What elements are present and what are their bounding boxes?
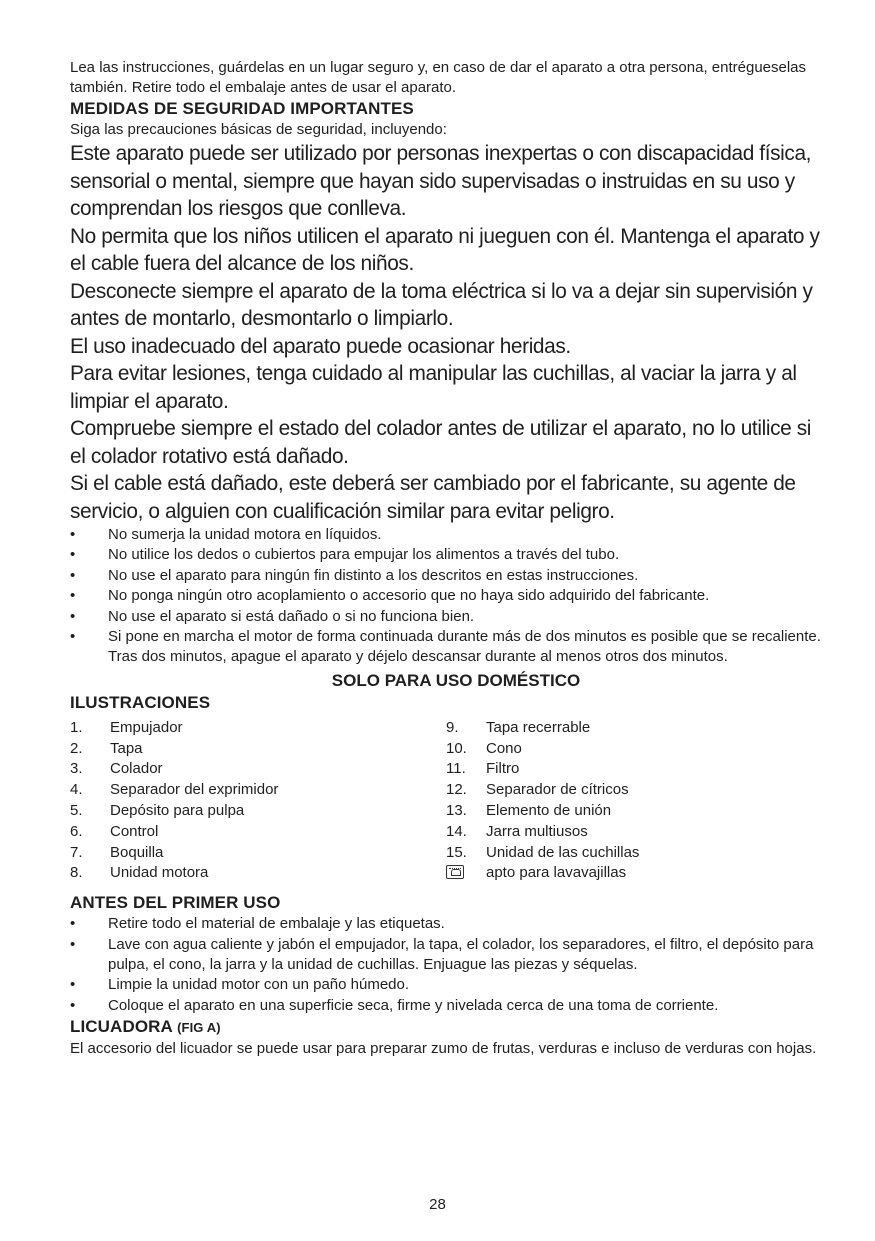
list-item: 7. Boquilla [70, 843, 164, 861]
first-use-bullet: • Retire todo el material de embalaje y las etiquetas. [70, 915, 445, 933]
first-use-bullet: • Coloque el aparato en una superficie seca, firme y nivelada cerca de una toma de corriente. [70, 996, 719, 1014]
list-item: 11. Filtro [446, 760, 520, 778]
safety-heading: MEDIDAS DE SEGURIDAD IMPORTANTES [70, 99, 414, 118]
list-item: 3. Colador [70, 760, 163, 778]
safety-bullet: • No use el aparato para ningún fin distinto a los descritos en estas instrucciones. [70, 566, 639, 584]
parts-list-left [70, 718, 446, 886]
safety-bullet: • No sumerja la unidad motora en líquidos. [70, 526, 382, 543]
illustrations-heading: ILUSTRACIONES [70, 692, 211, 712]
safety-warning: No permita que los niños utilicen el aparato ni jueguen con él. Mantenga el aparato y el cable fuera del alcance de los niños. [70, 223, 820, 275]
list-item: 13. Elemento de unión [446, 802, 612, 820]
safety-warning: Desconecte siempre el aparato de la toma eléctrica si lo va a dejar sin supervisión y antes de montarlo, desmontarlo o limpiarlo. [70, 278, 813, 330]
safety-warning: Compruebe siempre el estado del colador antes de utilizar el aparato, no lo utilice si el colador rotativo está dañado. [70, 416, 812, 468]
list-item: 12. Separador de cítricos [446, 781, 629, 799]
first-use-bullet: • Limpie la unidad motor con un paño húmedo. [70, 976, 410, 994]
list-item: 15. Unidad de las cuchillas [446, 843, 640, 861]
list-item: 6. Control [70, 822, 159, 840]
parts-list-right [446, 718, 822, 886]
list-item: 5. Depósito para pulpa [70, 802, 245, 820]
safety-warning: Para evitar lesiones, tenga cuidado al manipular las cuchillas, al vaciar la jarra y al limpiar el aparato. [70, 361, 797, 413]
safety-warning: Si el cable está dañado, este deberá ser cambiado por el fabricante, su agente de servicio, o alguien con cualificación similar para evitar peligro. [70, 471, 796, 523]
list-item: 8. Unidad motora [70, 864, 209, 882]
safety-bullet: • No ponga ningún otro acoplamiento o accesorio que no haya sido adquirido del fabricante. [70, 587, 710, 605]
dishwasher-icon [446, 865, 464, 879]
first-use-bullet: • Lave con agua caliente y jabón el empujador, la tapa, el colador, los separadores, el filtro, el depósito para pulpa, el cono, la jarra y la unidad de cuchillas. Enjuague las piezas y séquelas. [70, 935, 814, 974]
page-number: 28 [429, 1196, 446, 1213]
first-use-heading: ANTES DEL PRIMER USO [70, 893, 281, 913]
blender-description: El accesorio del licuador se puede usar para preparar zumo de frutas, verduras e incluso de verduras con hojas. [70, 1040, 817, 1058]
intro-text: Lea las instrucciones, guárdelas en un lugar seguro y, en caso de dar el aparato a otra persona, entrégueselas también. Retire todo el embalaje antes de usar el aparato. [70, 59, 807, 96]
parts-list [70, 718, 822, 886]
safety-bullet: • No utilice los dedos o cubiertos para empujar los alimentos a través del tubo. [70, 546, 620, 564]
list-item: 2. Tapa [70, 739, 143, 757]
figure-reference: (FIG A) [177, 1020, 221, 1036]
list-item: 1. Empujador [70, 718, 183, 736]
list-item: 14. Jarra multiusos [446, 822, 588, 840]
list-item: 9. Tapa recerrable [446, 718, 591, 736]
list-item-dishwasher: apto para lavavajillas [446, 863, 822, 886]
safety-warning: El uso inadecuado del aparato puede ocasionar heridas. [70, 333, 571, 358]
manual-page [70, 58, 822, 1059]
safety-bullet: • No use el aparato si está dañado o si no funciona bien. [70, 607, 475, 625]
safety-warning: Este aparato puede ser utilizado por personas inexpertas o con discapacidad física, sensorial o mental, siempre que hayan sido supervisadas o instruidas en su uso y comprendan los riesgos que conlleva. [70, 141, 812, 220]
blender-heading: LICUADORA (FIG A) [70, 1017, 221, 1037]
list-item: 4. Separador del exprimidor [70, 781, 279, 799]
list-item: 10. Cono [446, 739, 522, 757]
safety-lead: Siga las precauciones básicas de seguridad, incluyendo: [70, 121, 447, 138]
safety-bullet: • Si pone en marcha el motor de forma continuada durante más de dos minutos es posible que se recaliente. Tras dos minutos, apague el aparato y déjelo descansar durante al menos otros dos minutos. [70, 628, 821, 666]
household-only-notice: SOLO PARA USO DOMÉSTICO [331, 670, 581, 690]
